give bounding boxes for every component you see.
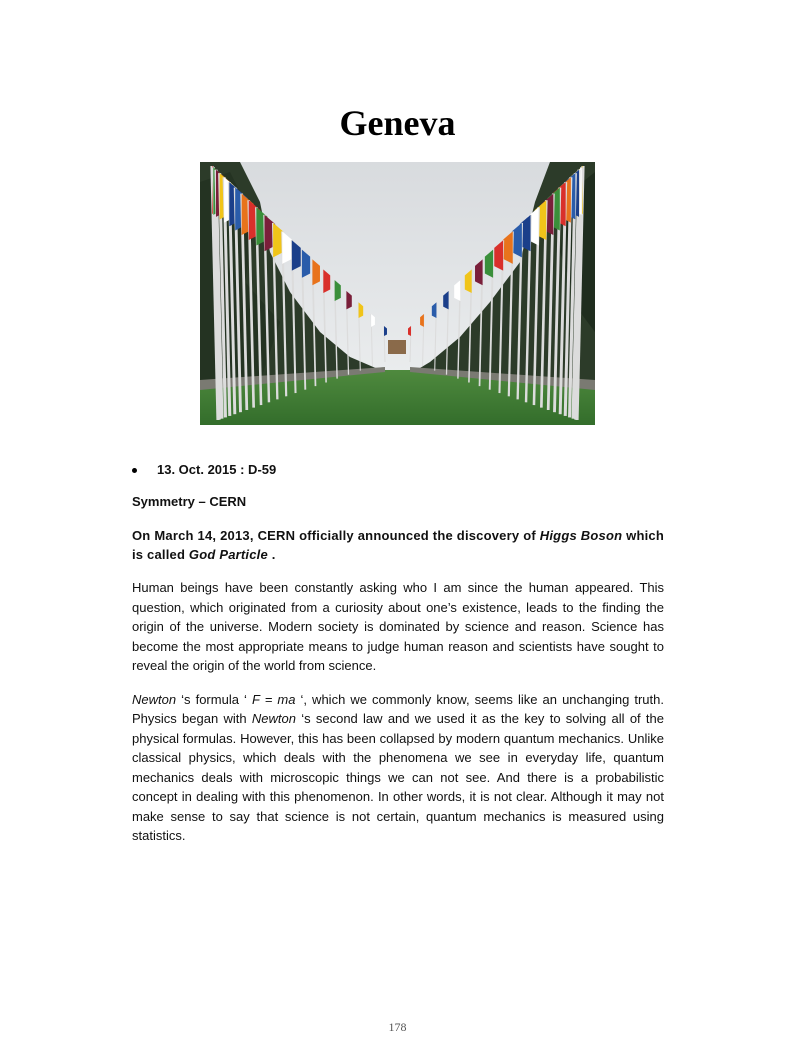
formula: F = ma: [251, 691, 296, 707]
photo-illustration: [200, 162, 595, 425]
paragraph-2: Newton ‘s formula ‘ F = ma ‘, which we commonly know, seems like an unchanging truth. Physics began with Newton ‘s second law and we used it as the key to solving all of the physical formulas. However, this has been collapsed by modern quantum mechanics. Unlike classical physics, which deals with the phenomena we see in everyday life, quantum mechanics deals with microscopic things we can not see. And there is a probabilistic concept in dealing with this phenomenon. In other words, it is not clear. Although it may not make sense to say that science is not certain, quantum mechanics is measured using statistics.: [132, 691, 664, 843]
flags-avenue-photo: [200, 162, 595, 425]
section-title: Symmetry – CERN: [132, 494, 247, 509]
page-number: 178: [388, 1020, 407, 1034]
date-bullet: [132, 460, 664, 480]
bullet-icon: [132, 468, 137, 473]
article-body: [132, 460, 664, 846]
god-particle-term: God Particle: [188, 547, 268, 562]
higgs-boson-term: Higgs Boson: [539, 528, 623, 543]
date-line: 13. Oct. 2015 : D-59: [157, 462, 277, 477]
newton-name: Newton: [251, 711, 296, 726]
page-title: Geneva: [339, 103, 456, 143]
distant-building: [388, 340, 406, 354]
paragraph-1: Human beings have been constantly asking who I am since the human appeared. This question, which originated from a curiosity about one’s existence, leads to the finding the origin of the universe. Modern society is dominated by science and reason. Science has become the most appropriate means to judge human reason and scientists have sought to reveal the origin of the world from science.: [132, 580, 664, 673]
newton-name: Newton: [132, 691, 177, 707]
announcement: On March 14, 2013, CERN officially announced the discovery of Higgs Boson which is called God Particle .: [132, 528, 664, 562]
